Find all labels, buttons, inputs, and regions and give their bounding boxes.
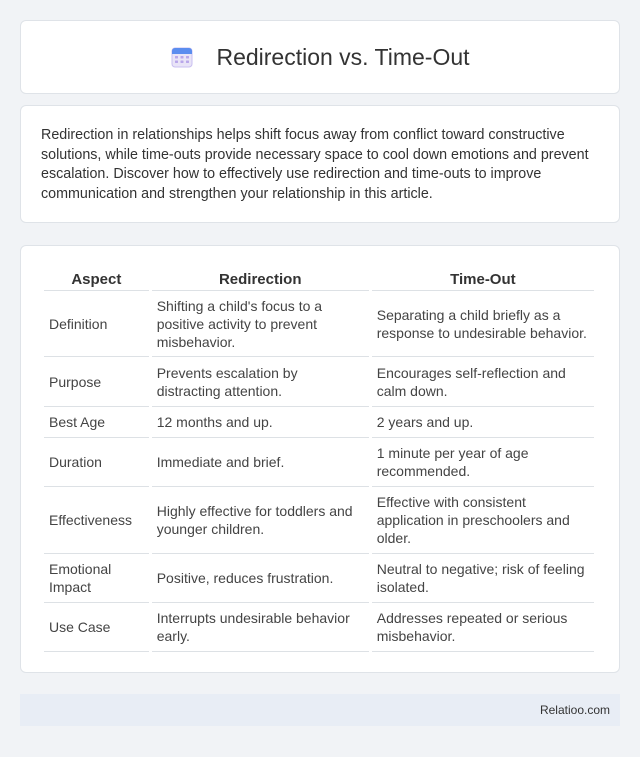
header-time-out: Time-Out (372, 266, 594, 291)
table-row (44, 438, 594, 487)
calendar-icon (170, 45, 194, 69)
row-aspect: Effectiveness (44, 487, 149, 554)
title-card (20, 20, 620, 94)
header-aspect: Aspect (44, 266, 149, 291)
row-redirection: Prevents escalation by distracting attention. (152, 357, 369, 407)
intro-text: Redirection in relationships helps shift focus away from conflict toward constructive solutions, while time-outs provide necessary space to cool down emotions and prevent escalation. Discover how to effectively use redirection and time-outs to improve communication and strengthen your relationship in this article. (41, 127, 589, 202)
header-redirection: Redirection (152, 266, 369, 291)
table-row (44, 357, 594, 407)
row-aspect: Definition (44, 291, 149, 357)
row-redirection: Positive, reduces frustration. (152, 554, 369, 603)
row-redirection: Highly effective for toddlers and younger children. (152, 487, 369, 554)
table-row (44, 291, 594, 357)
comparison-table (41, 266, 597, 652)
row-time-out: Addresses repeated or serious misbehavior. (372, 603, 594, 652)
row-aspect: Best Age (44, 407, 149, 438)
row-time-out: Encourages self-reflection and calm down. (372, 357, 594, 407)
row-redirection: Interrupts undesirable behavior early. (152, 603, 369, 652)
row-time-out: Neutral to negative; risk of feeling isolated. (372, 554, 594, 603)
row-redirection: Shifting a child's focus to a positive activity to prevent misbehavior. (152, 291, 369, 357)
intro-card (20, 105, 620, 223)
comparison-card (20, 245, 620, 673)
row-aspect: Duration (44, 438, 149, 487)
row-time-out: Effective with consistent application in preschoolers and older. (372, 487, 594, 554)
row-time-out: 1 minute per year of age recommended. (372, 438, 594, 487)
title-wrap (170, 44, 469, 71)
row-aspect: Purpose (44, 357, 149, 407)
row-aspect: Use Case (44, 603, 149, 652)
table-row (44, 603, 594, 652)
page-title: Redirection vs. Time-Out (216, 43, 470, 70)
row-redirection: 12 months and up. (152, 407, 369, 438)
row-time-out: Separating a child briefly as a response to undesirable behavior. (372, 291, 594, 357)
row-time-out: 2 years and up. (372, 407, 594, 438)
table-row (44, 487, 594, 554)
row-redirection: Immediate and brief. (152, 438, 369, 487)
footer (20, 694, 620, 726)
table-row (44, 554, 594, 603)
table-header-row (44, 266, 594, 291)
row-aspect: Emotional Impact (44, 554, 149, 603)
table-row (44, 407, 594, 438)
footer-brand: Relatioo.com (539, 703, 610, 717)
